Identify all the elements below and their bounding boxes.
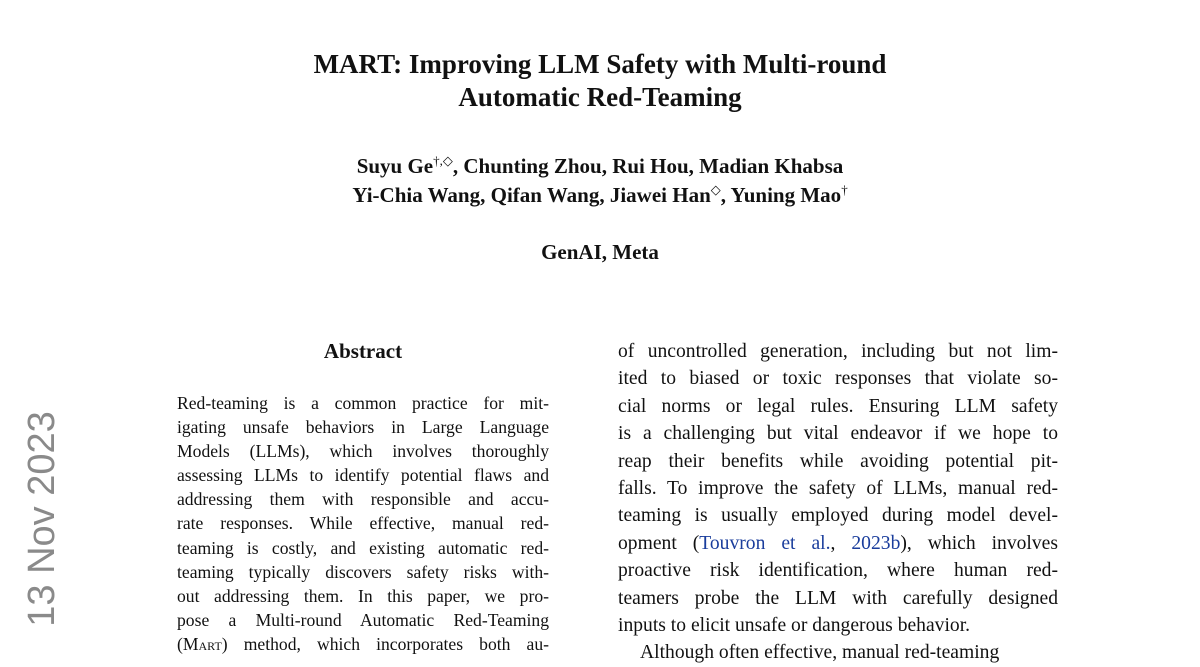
- citation-link-year[interactable]: 2023b: [851, 532, 901, 554]
- abstract-line: igating unsafe behaviors in Large Language: [177, 417, 549, 438]
- abstract-line: Models (LLMs), which involves thoroughly: [177, 441, 549, 462]
- affiliation: GenAI, Meta: [541, 240, 659, 264]
- intro-line: reap their benefits while avoiding potential pit-: [618, 450, 1058, 472]
- abstract-line: addressing them with responsible and accu-: [177, 489, 549, 510]
- author-separator: ,: [480, 183, 491, 207]
- citation-link-author[interactable]: Touvron et al.: [699, 532, 831, 554]
- intro-line: of uncontrolled generation, including but not lim-: [618, 341, 1058, 362]
- intro-line: proactive risk identification, where human red-: [618, 560, 1058, 582]
- abstract-text: ) method, which incorporates both au-: [221, 633, 549, 654]
- abstract-line: out addressing them. In this paper, we pro-: [177, 585, 549, 606]
- intro-line: cial norms or legal rules. Ensuring LLM safety: [618, 395, 1058, 417]
- intro-line-partial: Although often effective, manual red-teaming: [640, 642, 1000, 664]
- arxiv-date-stamp: 13 Nov 2023: [21, 411, 63, 627]
- author-affiliation-mark: †: [841, 182, 848, 197]
- author-list: [230, 152, 970, 210]
- author-affiliation-mark: †,◇: [433, 153, 453, 168]
- abstract-line: assessing LLMs to identify potential flaws and: [177, 465, 549, 486]
- author-name: Qifan Wang: [490, 183, 600, 207]
- abstract-line: teaming is costly, and existing automatic red-: [177, 537, 549, 558]
- author-name: Jiawei Han: [609, 183, 711, 207]
- intro-line: teamers probe the LLM with carefully designed: [618, 587, 1058, 609]
- title-line-2: Automatic Red-Teaming: [458, 82, 742, 112]
- abstract-line-method: [177, 632, 549, 656]
- intro-line: is a challenging but vital endeavor if we hope to: [618, 423, 1058, 445]
- author-name: Yuning Mao: [730, 183, 842, 207]
- citation-separator: ,: [830, 532, 852, 554]
- abstract-body: [177, 391, 549, 656]
- intro-line: teaming is usually employed during model devel-: [618, 505, 1058, 527]
- author-names: , Chunting Zhou, Rui Hou, Madian Khabsa: [452, 154, 844, 178]
- intro-text: opment (: [618, 532, 700, 554]
- abstract-line: pose a Multi-round Automatic Red-Teaming: [177, 609, 549, 630]
- abstract-line: rate responses. While effective, manual red-: [177, 513, 549, 534]
- intro-text: ), which involves: [900, 532, 1058, 554]
- author-name: Yi-Chia Wang: [352, 183, 481, 207]
- abstract-line: teaming typically discovers safety risks with-: [177, 561, 549, 582]
- author-separator: ,: [599, 183, 610, 207]
- author-affiliation-mark: ◇: [710, 182, 721, 197]
- author-line-2: [230, 181, 970, 210]
- author-name: Suyu Ge: [356, 154, 434, 178]
- intro-line: falls. To improve the safety of LLMs, manual red-: [618, 478, 1058, 500]
- intro-line-paragraph-end: inputs to elicit unsafe or dangerous behavior.: [618, 615, 971, 637]
- method-name-open: (M: [177, 633, 199, 654]
- author-separator: ,: [720, 183, 731, 207]
- paper-title: [230, 48, 970, 114]
- introduction-column: [618, 338, 1058, 667]
- author-line-1: [230, 152, 970, 181]
- title-line-1: MART: Improving LLM Safety with Multi-round: [313, 49, 887, 79]
- abstract-heading: Abstract: [323, 339, 403, 363]
- method-name-smallcaps: art: [198, 633, 222, 654]
- intro-citation-line: [618, 530, 1058, 557]
- abstract-line: Red-teaming is a common practice for mit-: [177, 393, 549, 413]
- intro-line: ited to biased or toxic responses that violate so-: [618, 368, 1058, 390]
